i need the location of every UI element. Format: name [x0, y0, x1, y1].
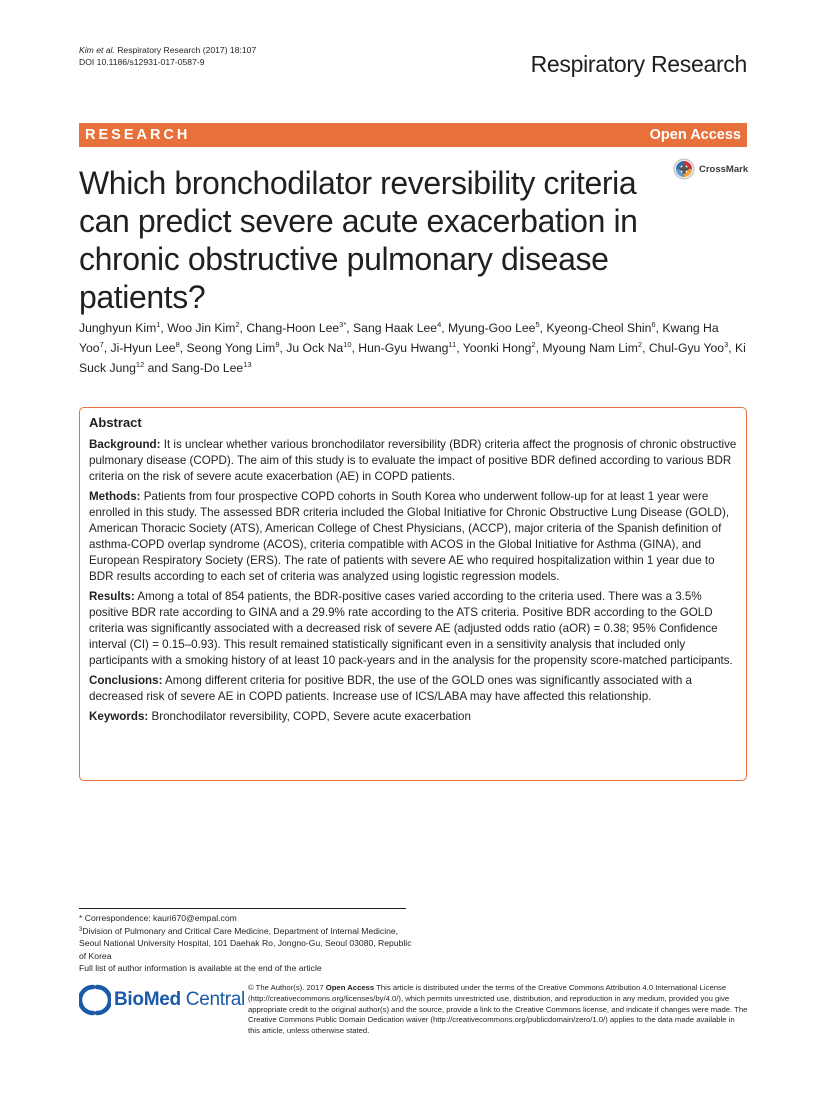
author-separator: , [655, 321, 663, 335]
author-separator: , [539, 321, 547, 335]
section-banner [79, 123, 747, 147]
logo-regular: Central [180, 989, 245, 1010]
author-separator: , [179, 341, 187, 355]
author-name[interactable]: Myung-Goo Lee [448, 321, 536, 335]
section-label: Results: [89, 590, 135, 603]
author-affiliation-sup: 3* [339, 320, 347, 329]
abstract-conclusions [89, 673, 737, 705]
author-affiliation-sup: 11 [448, 340, 457, 349]
author-affiliation-sup: 4 [437, 320, 442, 329]
author-separator: , [239, 321, 247, 335]
license-prefix: © The Author(s). 2017 [248, 983, 326, 992]
author-separator: , [728, 341, 736, 355]
affiliation-note [79, 925, 419, 963]
abstract-methods [89, 489, 737, 585]
footnote-divider [79, 908, 406, 909]
citation-authors: Kim et al. [79, 45, 115, 55]
journal-name: Respiratory Research [530, 51, 747, 77]
abstract-heading: Abstract [89, 415, 142, 430]
author-separator: , [642, 341, 649, 355]
section-label: Background: [89, 438, 161, 451]
biomed-central-logo[interactable] [79, 984, 245, 1016]
author-affiliation-sup: 13 [243, 360, 252, 369]
author-name[interactable]: Sang Haak Lee [353, 321, 438, 335]
author-affiliation-sup: 5 [535, 320, 540, 329]
author-name[interactable]: Myoung Nam Lim [542, 341, 638, 355]
full-list-note: Full list of author information is available at the end of the article [79, 963, 322, 974]
abstract-keywords [89, 709, 737, 725]
running-head [79, 44, 256, 68]
affiliation-text: Division of Pulmonary and Critical Care Medicine, Department of Internal Medicine, Seoul National University Hospital, 101 Daehak Ro, Jongno-Gu, Seoul 03080, Republic of Korea [79, 925, 412, 961]
author-name[interactable]: Kyeong-Cheol Shin [546, 321, 652, 335]
section-label: Conclusions: [89, 674, 163, 687]
section-text: Among different criteria for positive BDR, the use of the GOLD ones was significantly associated with a decreased risk of severe AE in COPD patients. Increase use of ICS/LABA may have affected this relationship. [89, 674, 692, 703]
crossmark-label: CrossMark [699, 163, 749, 175]
abstract-box [79, 407, 747, 781]
author-separator: , [160, 321, 168, 335]
author-affiliation-sup: 2 [531, 340, 536, 349]
citation-line [79, 44, 256, 56]
correspondence-note[interactable]: * Correspondence: kauri670@empal.com [79, 913, 237, 923]
license-open-access: Open Access [325, 983, 375, 992]
author-affiliation-sup: 2 [637, 340, 643, 349]
abstract-results [89, 589, 737, 669]
doi[interactable]: DOI 10.1186/s12931-017-0587-9 [79, 57, 205, 67]
author-name[interactable]: Junghyun Kim [79, 321, 157, 335]
section-text: Bronchodilator reversibility, COPD, Severe acute exacerbation [151, 710, 471, 723]
citation-journal: Respiratory Research (2017) 18:107 [114, 45, 257, 55]
author-name[interactable]: Hun-Gyu Hwang [358, 341, 449, 355]
section-text: Among a total of 854 patients, the BDR-positive cases varied according to the criteria used. There was a 3.5% positive BDR rate according to GINA and a 29.9% rate according to the ATS criteria. Positive BDR according to the GOLD criteria was significantly associated with a decreased risk of severe AE (adjusted odds ratio (aOR) = 0.38; 95% Confidence interval (CI) = 0.15–0.93). This result remained statistically significant even in a sensitivity analysis that included only participants with a smoking history of at least 10 pack-years and in the analysis for the propensity score-matched participants. [89, 590, 733, 667]
author-separator: , [456, 341, 463, 355]
section-text: Patients from four prospective COPD cohorts in South Korea who underwent follow-up for at least 1 year were enrolled in this study. The assessed BDR criteria included the Global Initiative for Chronic Obstructive Lung Disease (GOLD), American Thoracic Society (ATS), American College of Chest Physicians, (ACCP), major criteria of the Spanish definition of asthma-COPD overlap syndrome (ACOS), criteria compatible with ACOS in the Global Initiative for Asthma (GINA), and European Respiratory Society (ERS). The rate of patients with severe AE who required hospitalization within 1 year due to BDR results according to each set of criteria was analyzed using logistic regression models. [89, 490, 730, 583]
section-label: RESEARCH [85, 127, 191, 143]
author-name[interactable]: Chul-Gyu Yoo [648, 341, 725, 355]
section-label: Methods: [89, 490, 141, 503]
author-affiliation-sup: 1 [156, 320, 161, 329]
logo-wordmark [114, 989, 245, 1011]
author-name[interactable]: Seong Yong Lim [186, 341, 276, 355]
author-affiliation-sup: 8 [175, 340, 180, 349]
author-name[interactable]: Ki Suck Jung [79, 341, 746, 375]
author-name[interactable]: Ju Ock Na [286, 341, 344, 355]
author-affiliation-sup: 3 [724, 340, 729, 349]
section-text: It is unclear whether various bronchodilator reversibility (BDR) criteria affect the prognosis of chronic obstructive pulmonary disease (COPD). The aim of this study is to evaluate the impact of positive BDR defined according to various BDR criteria on the risk of severe acute exacerbation (AE) in COPD patients. [89, 438, 737, 483]
abstract-background [89, 437, 737, 485]
author-separator: , [346, 321, 354, 335]
author-name[interactable]: Chang-Hoon Lee [246, 321, 340, 335]
author-name[interactable]: Woo Jin Kim [167, 321, 236, 335]
license-text: This article is distributed under the terms of the Creative Commons Attribution 4.0 International License (http://creativecommons.org/licenses/by/4.0/), which permits unrestricted use, distribution, and reproduction in any medium, provided you give appropriate credit to the original author(s) and the source, provide a link to the Creative Commons license, and indicate if changes were made. The Creative Commons Public Domain Dedication waiver (http://creativecommons.org/publicdomain/zero/1.0/) applies to the data made available in this article, unless otherwise stated. [248, 983, 748, 1036]
author-name[interactable]: Kwang Ha Yoo [79, 321, 719, 355]
author-separator: , [441, 321, 449, 335]
logo-bold: BioMed [114, 989, 181, 1010]
author-separator: , [279, 341, 287, 355]
author-separator: , [351, 341, 359, 355]
author-name[interactable]: Ji-Hyun Lee [110, 341, 176, 355]
author-affiliation-sup: 7 [99, 340, 104, 349]
article-title: Which bronchodilator reversibility criteria can predict severe acute exacerbation in chronic obstructive pulmonary disease patients? [79, 165, 638, 315]
author-affiliation-sup: 6 [651, 320, 656, 329]
section-label: Keywords: [89, 710, 149, 723]
author-separator: , [103, 341, 111, 355]
biomed-central-logo-icon [79, 984, 111, 1016]
open-access-label: Open Access [649, 127, 741, 143]
license-statement [248, 983, 748, 1037]
author-list [79, 318, 749, 378]
author-separator: and [144, 361, 172, 375]
crossmark-badge[interactable] [673, 158, 748, 180]
author-affiliation-sup: 10 [343, 340, 352, 349]
author-affiliation-sup: 12 [135, 360, 145, 369]
author-name[interactable]: Sang-Do Lee [171, 361, 244, 375]
affiliation-sup: 3 [79, 926, 83, 933]
author-affiliation-sup: 9 [275, 340, 280, 349]
author-affiliation-sup: 2 [235, 320, 240, 329]
footnotes [79, 912, 419, 975]
author-name[interactable]: Yoonki Hong [462, 341, 532, 355]
author-separator: , [535, 341, 543, 355]
